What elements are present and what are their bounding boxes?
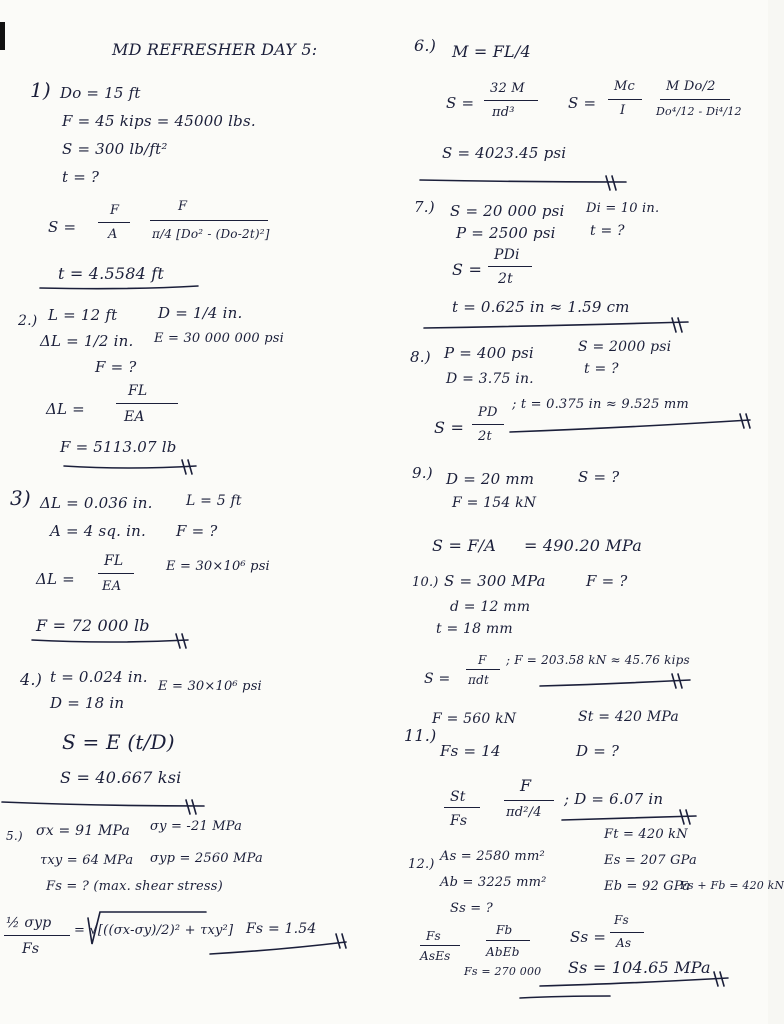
problem-12-given-3: Ss = ?: [450, 901, 493, 916]
problem-5-sqrt-sign: [88, 912, 206, 944]
problem-2-given-3: ΔL = 1/2 in.: [40, 332, 134, 350]
problem-9-answer: = 490.20 MPa: [524, 536, 642, 555]
problem-8-formula-den: 2t: [478, 429, 492, 444]
problem-11-given-2: St = 420 MPa: [578, 709, 679, 725]
problem-5-end-mark: [336, 934, 346, 948]
problem-10-given-1: S = 300 MPa: [444, 572, 546, 590]
problem-10-number: 10.): [412, 575, 439, 590]
problem-5-answer: Fs = 1.54: [246, 921, 317, 937]
problem-12-given-5: Es = 207 GPa: [604, 853, 697, 868]
problem-3-separator: [32, 640, 188, 642]
problem-1-formula-den-1: A: [108, 227, 118, 242]
problem-11-given-3: Fs = 14: [440, 742, 501, 760]
problem-2-given-2: D = 1/4 in.: [158, 304, 243, 322]
problem-8-given-3: D = 3.75 in.: [446, 371, 534, 387]
problem-8-underline: [510, 420, 750, 432]
problem-3-formula-num: FL: [104, 553, 124, 569]
problem-11-formula-num-1: St: [450, 789, 466, 805]
problem-11-underline: [562, 816, 696, 820]
problem-3-given-2: L = 5 ft: [186, 493, 242, 509]
problem-2-number: 2.): [18, 313, 38, 329]
problem-12-formula-extra: Fs = 270 000: [464, 965, 542, 978]
problem-6-answer: S = 4023.45 psi: [442, 144, 567, 162]
problem-1-formula-den-2: π/4 [Do² - (Do-2t)²]: [152, 227, 270, 241]
problem-2-separator: [64, 466, 196, 468]
problem-7-given-1: S = 20 000 psi: [450, 202, 565, 220]
problem-9-formula: S = F/A: [432, 536, 496, 555]
problem-5-given-3: τxy = 64 MPa: [40, 853, 134, 868]
problem-6-formula-den-1: πd³: [492, 105, 515, 120]
problem-12-number: 12.): [408, 857, 435, 872]
problem-6-formula-s1: S =: [446, 94, 475, 112]
problem-6-formula-num-1: 32 M: [490, 81, 525, 96]
problem-10-formula-lhs: S =: [424, 671, 451, 687]
problem-11-formula-num-2: F: [520, 776, 532, 795]
problem-7-formula-den: 2t: [498, 271, 513, 287]
problem-1-given-2: F = 45 kips = 45000 lbs.: [62, 112, 256, 130]
problem-11-number: 11.): [404, 726, 437, 745]
problem-1-number: 1): [30, 78, 51, 102]
problem-7-given-2: Di = 10 in.: [586, 201, 660, 216]
problem-6-formula-num-2: Mc: [614, 79, 635, 94]
problem-7-given-3: P = 2500 psi: [456, 224, 556, 242]
problem-10-formula-den: πdt: [468, 673, 489, 687]
problem-1-given-3: S = 300 lb/ft²: [62, 140, 168, 158]
problem-3-answer: F = 72 000 lb: [36, 616, 150, 635]
problem-10-formula-num: F: [478, 653, 487, 667]
problem-12-formula-num-2: Fb: [496, 923, 513, 937]
problem-10-underline: [540, 680, 690, 686]
problem-4-separator: [2, 802, 204, 806]
problem-6-formula-s2: S =: [568, 94, 597, 112]
problem-4-formula: S = E (t/D): [62, 730, 175, 754]
problem-8-answer: ; t = 0.375 in ≈ 9.525 mm: [512, 397, 689, 412]
problem-1-formula-num-1: F: [110, 203, 120, 218]
problem-7-formula-lhs: S =: [452, 260, 483, 279]
problem-9-given-3: F = 154 kN: [452, 495, 537, 511]
problem-12-formula-den-1: AsEs: [420, 949, 451, 963]
problem-3-given-3: A = 4 sq. in.: [50, 522, 146, 540]
problem-6-formula-den-2: I: [620, 103, 626, 118]
problem-4-given-3: E = 30×10⁶ psi: [158, 679, 262, 694]
problem-12-stroke: [520, 996, 610, 998]
problem-12-formula-num-3: Fs: [614, 913, 629, 927]
problem-9-given-2: S = ?: [578, 468, 620, 486]
problem-11-formula-den-2: πd²/4: [506, 805, 542, 820]
problem-10-given-3: d = 12 mm: [450, 599, 531, 615]
problem-5-given-5: Fs = ? (max. shear stress): [46, 879, 223, 894]
problem-2-formula-lhs: ΔL =: [46, 400, 85, 418]
problem-12-answer: Ss = 104.65 MPa: [568, 958, 711, 977]
problem-9-given-1: D = 20 mm: [446, 470, 535, 488]
problem-1-underline: [40, 286, 198, 289]
problem-12-formula-den-2: AbEb: [486, 945, 520, 959]
problem-5-underline: [210, 942, 346, 954]
problem-3-given-1: ΔL = 0.036 in.: [40, 494, 153, 512]
problem-6-given-1: M = FL/4: [452, 42, 531, 61]
problem-5-formula-rhs: = √[((σx-σy)/2)² + τxy²]: [74, 923, 234, 938]
problem-11-formula-den-1: Fs: [450, 813, 468, 829]
problem-12-given-4: Ft = 420 kN: [604, 827, 688, 842]
problem-7-formula-num: PDi: [494, 247, 520, 263]
problem-2-formula-den: EA: [124, 409, 145, 425]
problem-3-number: 3): [10, 486, 31, 510]
problem-4-given-2: D = 18 in: [50, 694, 125, 712]
problem-3-formula-lhs: ΔL =: [36, 570, 75, 588]
problem-1-given-1: Do = 15 ft: [60, 84, 141, 102]
problem-2-given-1: L = 12 ft: [48, 306, 118, 324]
problem-11-given-4: D = ?: [576, 742, 620, 760]
problem-4-given-1: t = 0.024 in.: [50, 668, 148, 686]
problem-5-given-4: σyp = 2560 MPa: [150, 851, 263, 866]
page-title: MD REFRESHER DAY 5:: [112, 40, 318, 59]
problem-9-number: 9.): [412, 464, 433, 482]
problem-12-underline: [540, 978, 728, 986]
problem-1-formula-num-2: F: [178, 199, 188, 214]
problem-12-formula-num-1: Fs: [426, 929, 441, 943]
problem-4-answer: S = 40.667 ksi: [60, 768, 182, 787]
problem-1-formula-lhs: S =: [48, 218, 77, 236]
problem-3-formula-den: EA: [102, 579, 122, 594]
problem-12-given-6: Eb = 92 GPa: [604, 879, 691, 894]
problem-12-formula-s: Ss =: [570, 928, 607, 946]
problem-2-given-5: F = ?: [95, 358, 137, 376]
problem-8-given-2: S = 2000 psi: [578, 339, 672, 355]
problem-6-end-mark: [606, 176, 616, 190]
problem-6-number: 6.): [414, 36, 437, 55]
problem-7-number: 7.): [414, 198, 435, 216]
problem-6-separator: [420, 180, 626, 182]
problem-12-given-7: Fs + Fb = 420 kN: [680, 879, 784, 892]
problem-5-formula-den: Fs: [22, 941, 40, 957]
problem-11-given-1: F = 560 kN: [432, 711, 517, 727]
problem-5-given-1: σx = 91 MPa: [36, 823, 131, 839]
problem-8-given-1: P = 400 psi: [444, 344, 534, 362]
problem-5-given-2: σy = -21 MPa: [150, 819, 243, 834]
problem-12-formula-den-3: As: [616, 936, 632, 950]
problem-7-separator: [424, 322, 688, 328]
problem-8-given-4: t = ?: [584, 361, 619, 377]
problem-10-answer: ; F = 203.58 kN ≈ 45.76 kips: [506, 653, 690, 667]
problem-10-given-4: t = 18 mm: [436, 621, 513, 637]
problem-1-given-4: t = ?: [62, 168, 100, 186]
problem-10-given-2: F = ?: [586, 572, 628, 590]
problem-3-given-4: F = ?: [176, 522, 218, 540]
problem-5-formula-num: ½ σyp: [6, 915, 52, 931]
problem-2-formula-num: FL: [128, 383, 148, 399]
problem-11-answer: ; D = 6.07 in: [564, 790, 664, 808]
problem-7-end-mark: [672, 318, 682, 332]
problem-8-formula-num: PD: [478, 405, 498, 420]
problem-6-formula-num-3: M Do/2: [666, 79, 716, 94]
problem-2-answer: F = 5113.07 lb: [60, 438, 177, 456]
problem-5-number: 5.): [6, 829, 23, 843]
problem-4-end-mark: [186, 800, 196, 814]
problem-1-answer: t = 4.5584 ft: [58, 264, 165, 283]
problem-7-given-4: t = ?: [590, 223, 625, 239]
problem-2-given-4: E = 30 000 000 psi: [154, 331, 284, 346]
problem-8-number: 8.): [410, 348, 431, 366]
problem-8-formula-lhs: S =: [434, 418, 465, 437]
problem-3-given-5: E = 30×10⁶ psi: [166, 559, 270, 574]
problem-7-answer: t = 0.625 in ≈ 1.59 cm: [452, 298, 630, 316]
problem-12-given-2: Ab = 3225 mm²: [440, 875, 547, 890]
problem-12-given-1: As = 2580 mm²: [440, 849, 545, 864]
problem-4-number: 4.): [20, 670, 43, 689]
problem-6-formula-den-3: Do⁴/12 - Di⁴/12: [656, 105, 742, 118]
